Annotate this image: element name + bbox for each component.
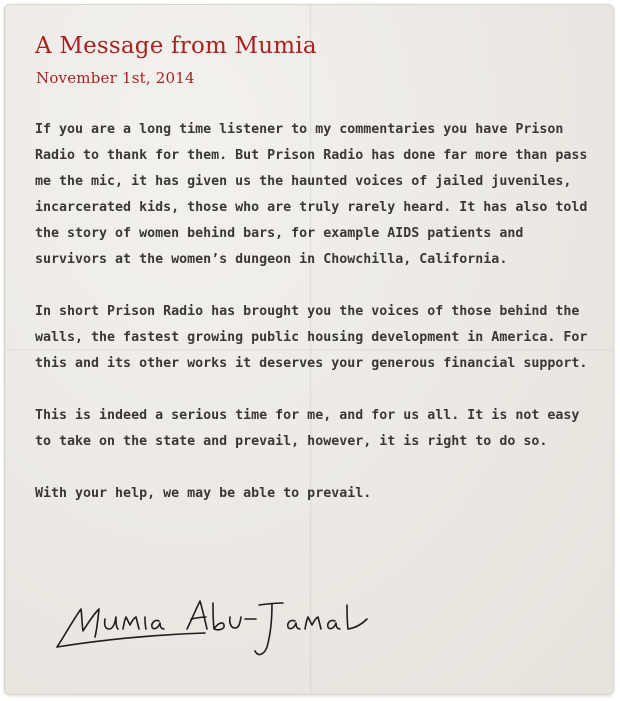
letter-card [4, 4, 614, 695]
letter-date: November 1st, 2014 [36, 69, 195, 87]
paragraph-2: In short Prison Radio has brought you the voices of those behind the walls, the fastest growing public housing development in America. For this and its other works it deserves your generous financial support. [35, 304, 588, 371]
letter-title: A Message from Mumia [35, 33, 317, 59]
paragraph-4: With your help, we may be able to prevail. [35, 486, 372, 501]
paragraph-3: This is indeed a serious time for me, and for us all. It is not easy to take on the state and prevail, however, it is right to do so. [35, 408, 580, 449]
letter-body [35, 117, 595, 533]
paragraph-1: If you are a long time listener to my commentaries you have Prison Radio to thank for them. But Prison Radio has done far more than pass me the mic, it has given us the haunted voices of jailed juveniles, incarcerated kids, those who are truly rarely heard. It has also told the story of women behind bars, for example AIDS patients and survivors at the women’s dungeon in Chowchilla, California. [35, 122, 588, 267]
handwritten-signature [55, 595, 385, 675]
